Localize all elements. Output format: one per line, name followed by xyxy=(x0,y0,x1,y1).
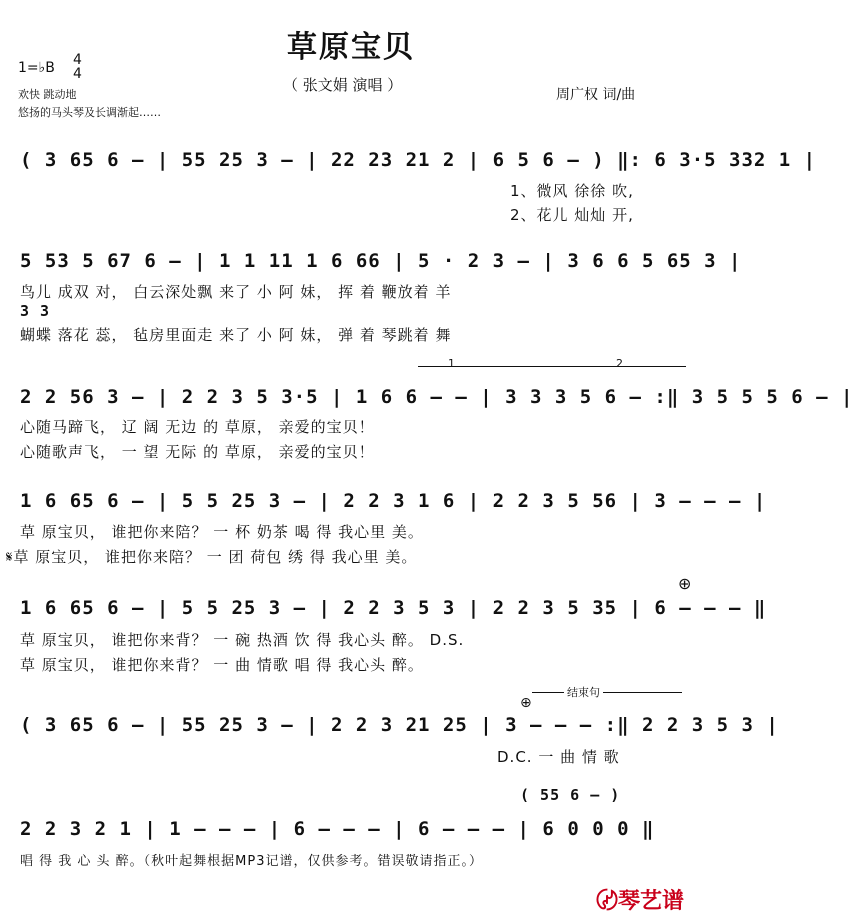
logo-icon: 〄 xyxy=(596,889,619,914)
ending-bracket xyxy=(532,692,682,693)
composer-credit: 周广权 词/曲 xyxy=(556,87,636,103)
lyric-row-2b: 蝴蝶 落花 蕊， 毡房里面走 来了 小 阿 妹， 弹 着 琴跳着 舞 xyxy=(20,326,452,344)
meter-bottom: 4 xyxy=(73,66,82,82)
lyric-row-1b: 2、花儿 灿灿 开, xyxy=(510,206,634,224)
lyric-row-1a: 1、微风 徐徐 吹, xyxy=(510,182,634,200)
lyric-row-3a: 心随马蹄飞， 辽 阔 无边 的 草原， 亲爱的宝贝！ xyxy=(20,418,375,436)
score-row-6: ( 3 65 6 – | 55 25 3 – | 2 2 3 21 25 | 3 – – – :‖ 2 2 3 5 3 | xyxy=(20,714,779,736)
ending-label: 结束句 xyxy=(564,684,603,700)
lyric-row-3b: 心随歌声飞， 一 望 无际 的 草原， 亲爱的宝贝！ xyxy=(20,443,375,461)
singer-credit: （ 张文娟 演唱 ） xyxy=(283,76,403,94)
coda-icon-2: ⊕ xyxy=(520,695,532,711)
score-row-7: 2 2 3 2 1 | 1 – – – | 6 – – – | 6 – – – | 6 0 0 0 ‖ xyxy=(20,818,655,840)
volta-bracket xyxy=(418,366,686,367)
page-title: 草原宝贝 xyxy=(287,30,415,65)
logo-text: 琴艺谱 xyxy=(618,889,685,914)
score-row-2: 5 53 5 67 6 – | 1 1 11 1 6 66 | 5 · 2 3 – | 3 6 6 5 65 3 | xyxy=(20,250,742,272)
score-row-1: ( 3 65 6 – | 55 25 3 – | 22 23 21 2 | 6 5 6 – ) ‖: 6 3·5 332 1 | xyxy=(20,149,817,171)
lyric-row-5b: 草 原宝贝， 谁把你来背？ 一 曲 情歌 唱 得 我心头 醉。 xyxy=(20,656,424,674)
meter-top: 4 xyxy=(73,52,82,68)
lyric-row-5a: 草 原宝贝， 谁把你来背？ 一 碗 热酒 饮 得 我心头 醉。 D.S. xyxy=(20,631,465,649)
volta-1: 1 xyxy=(448,357,455,370)
lyric-row-4b: 𝄋草 原宝贝， 谁把你来陪？ 一 团 荷包 绣 得 我心里 美。 xyxy=(6,548,418,566)
intro-note: 悠扬的马头琴及长调渐起…… xyxy=(18,106,161,119)
tempo-marking: 欢快 跳动地 xyxy=(18,88,77,101)
coda-icon: ⊕ xyxy=(678,574,692,593)
volta-2: 2 xyxy=(616,357,623,370)
score-extra-notes: 3 3 xyxy=(20,302,51,320)
time-signature xyxy=(73,53,82,81)
score-row-3: 2 2 56 3 – | 2 2 3 5 3·5 | 1 6 6 – – | 3 3 3 5 6 – :‖ 3 5 5 5 6 – | xyxy=(20,386,853,408)
key-signature: 1=♭B xyxy=(18,60,55,76)
lyric-row-7: 唱 得 我 心 头 醉。（秋叶起舞根据MP3记谱，仅供参考。错误敬请指正。） xyxy=(20,854,483,869)
lyric-row-4a: 草 原宝贝， 谁把你来陪？ 一 杯 奶茶 喝 得 我心里 美。 xyxy=(20,523,424,541)
site-logo xyxy=(596,884,684,915)
score-upper-notes: ( 55 6 – ) xyxy=(520,786,621,804)
score-row-5: 1 6 65 6 – | 5 5 25 3 – | 2 2 3 5 3 | 2 2 3 5 35 | 6 – – – ‖ xyxy=(20,597,767,619)
lyric-row-2a: 鸟儿 成双 对， 白云深处飘 来了 小 阿 妹， 挥 着 鞭放着 羊 xyxy=(20,283,452,301)
lyric-row-6: D.C. 一 曲 情 歌 xyxy=(497,748,620,766)
score-row-4: 1 6 65 6 – | 5 5 25 3 – | 2 2 3 1 6 | 2 2 3 5 56 | 3 – – – | xyxy=(20,490,767,512)
